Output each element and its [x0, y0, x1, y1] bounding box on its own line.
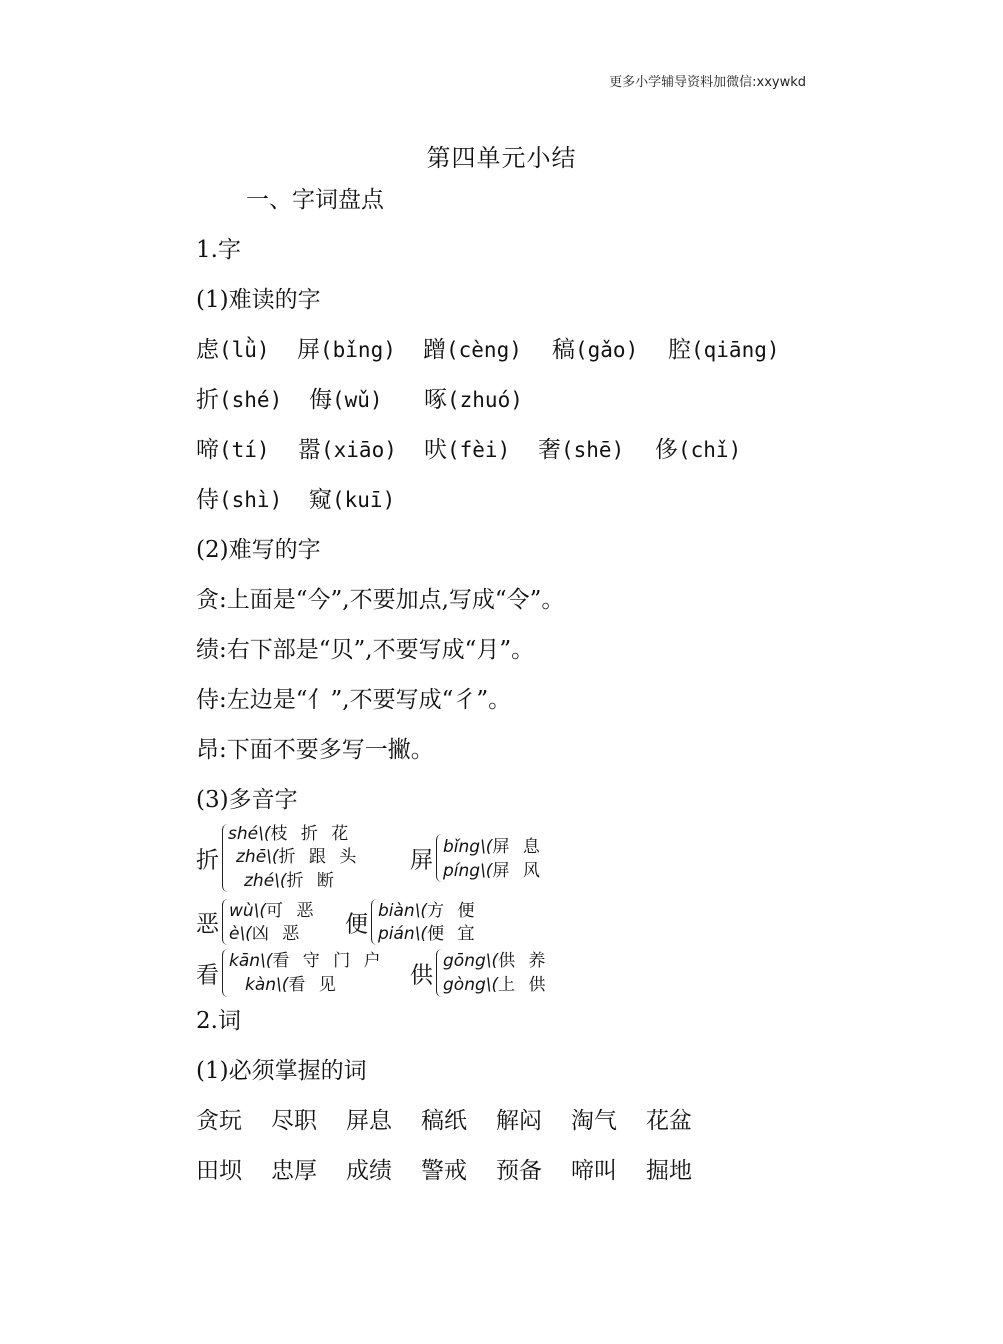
- hard-read-item: 稿(gǎo): [552, 337, 639, 363]
- subsection-heading: (3)多音字: [196, 787, 298, 813]
- page-title: 第四单元小结: [426, 144, 577, 172]
- word-item: 掘地: [646, 1158, 692, 1184]
- polyphonic-reading: píng\(屏 风: [443, 861, 544, 881]
- subsection-heading: (1)必须掌握的词: [196, 1058, 367, 1084]
- polyphonic-reading: è\(凶 恶: [229, 924, 304, 944]
- word-row: [196, 1156, 721, 1186]
- polyphonic-reading: gōng\(供 养: [443, 951, 550, 971]
- word-item: 贪玩: [196, 1108, 242, 1134]
- polyphonic-char: 屏: [410, 847, 433, 874]
- polyphonic-char: 供: [410, 962, 433, 989]
- hard-read-item: 啄(zhuó): [424, 387, 523, 413]
- polyphonic-char: 恶: [196, 911, 219, 938]
- polyphonic-reading: kān\(看 守 门 户: [229, 951, 385, 971]
- hard-write-item: 侍:左边是“亻”,不要写成“彳”。: [196, 687, 512, 713]
- polyphonic-group: [345, 895, 485, 949]
- word-item: 花盆: [646, 1108, 692, 1134]
- polyphonic-reading: wù\(可 恶: [229, 901, 318, 921]
- hard-read-item: 侈(chǐ): [655, 437, 742, 463]
- word-item: 警戒: [421, 1158, 467, 1184]
- hard-write-item: 绩:右下部是“贝”,不要写成“月”。: [196, 637, 535, 663]
- hard-read-item: 侍(shì): [196, 487, 283, 513]
- header-note: 更多小学辅导资料加微信:xxywkd: [609, 75, 806, 90]
- polyphonic-reading: pián\(便 宜: [378, 924, 479, 944]
- hard-read-item: 奢(shē): [538, 437, 625, 463]
- word-item: 忠厚: [271, 1158, 317, 1184]
- word-item: 田坝: [196, 1158, 242, 1184]
- polyphonic-reading: biàn\(方 便: [378, 901, 479, 921]
- polyphonic-reading: bǐng\(屏 息: [443, 837, 544, 857]
- word-row: [196, 1106, 721, 1136]
- subsection-heading: 2.词: [196, 1008, 241, 1034]
- subsection-heading: (1)难读的字: [196, 287, 321, 313]
- polyphonic-group: [196, 895, 322, 949]
- polyphonic-reading: kàn\(看 见: [245, 975, 340, 995]
- section-heading: 一、字词盘点: [246, 187, 384, 213]
- subsection-heading: (2)难写的字: [196, 537, 321, 563]
- hard-write-item: 昂:下面不要多写一撇。: [196, 737, 434, 763]
- word-item: 啼叫: [571, 1158, 617, 1184]
- word-item: 预备: [496, 1158, 542, 1184]
- word-item: 稿纸: [421, 1108, 467, 1134]
- hard-read-item: 屏(bǐng): [297, 337, 396, 363]
- hard-read-item: 蹭(cèng): [423, 337, 522, 363]
- polyphonic-reading: zhē\(折 跟 头: [236, 847, 361, 867]
- polyphonic-group: [196, 945, 385, 1001]
- polyphonic-char: 便: [345, 911, 368, 938]
- hard-write-item: 贪:上面是“今”,不要加点,写成“令”。: [196, 587, 565, 613]
- polyphonic-reading: gòng\(上 供: [443, 975, 550, 995]
- polyphonic-group: [196, 820, 361, 896]
- hard-read-item: 嚣(xiāo): [298, 437, 397, 463]
- word-item: 解闷: [496, 1108, 542, 1134]
- hard-read-item: 折(shé): [196, 387, 283, 413]
- hard-read-item: 侮(wǔ): [309, 387, 383, 413]
- polyphonic-group: [410, 830, 555, 886]
- polyphonic-reading: zhé\(折 断: [244, 871, 338, 891]
- hard-read-item: 虑(lǜ): [196, 337, 270, 363]
- hard-read-item: 窥(kuī): [309, 487, 396, 513]
- word-item: 尽职: [271, 1108, 317, 1134]
- hard-read-item: 腔(qiāng): [668, 337, 780, 363]
- polyphonic-reading: shé\(枝 折 花: [228, 824, 353, 844]
- polyphonic-char: 折: [196, 847, 219, 874]
- subsection-heading: 1.字: [196, 237, 241, 263]
- polyphonic-char: 看: [196, 962, 219, 989]
- hard-read-item: 啼(tí): [196, 437, 270, 463]
- word-item: 屏息: [346, 1108, 392, 1134]
- word-item: 成绩: [346, 1158, 392, 1184]
- polyphonic-group: [410, 945, 555, 1001]
- word-item: 淘气: [571, 1108, 617, 1134]
- hard-read-item: 吠(fèi): [424, 437, 511, 463]
